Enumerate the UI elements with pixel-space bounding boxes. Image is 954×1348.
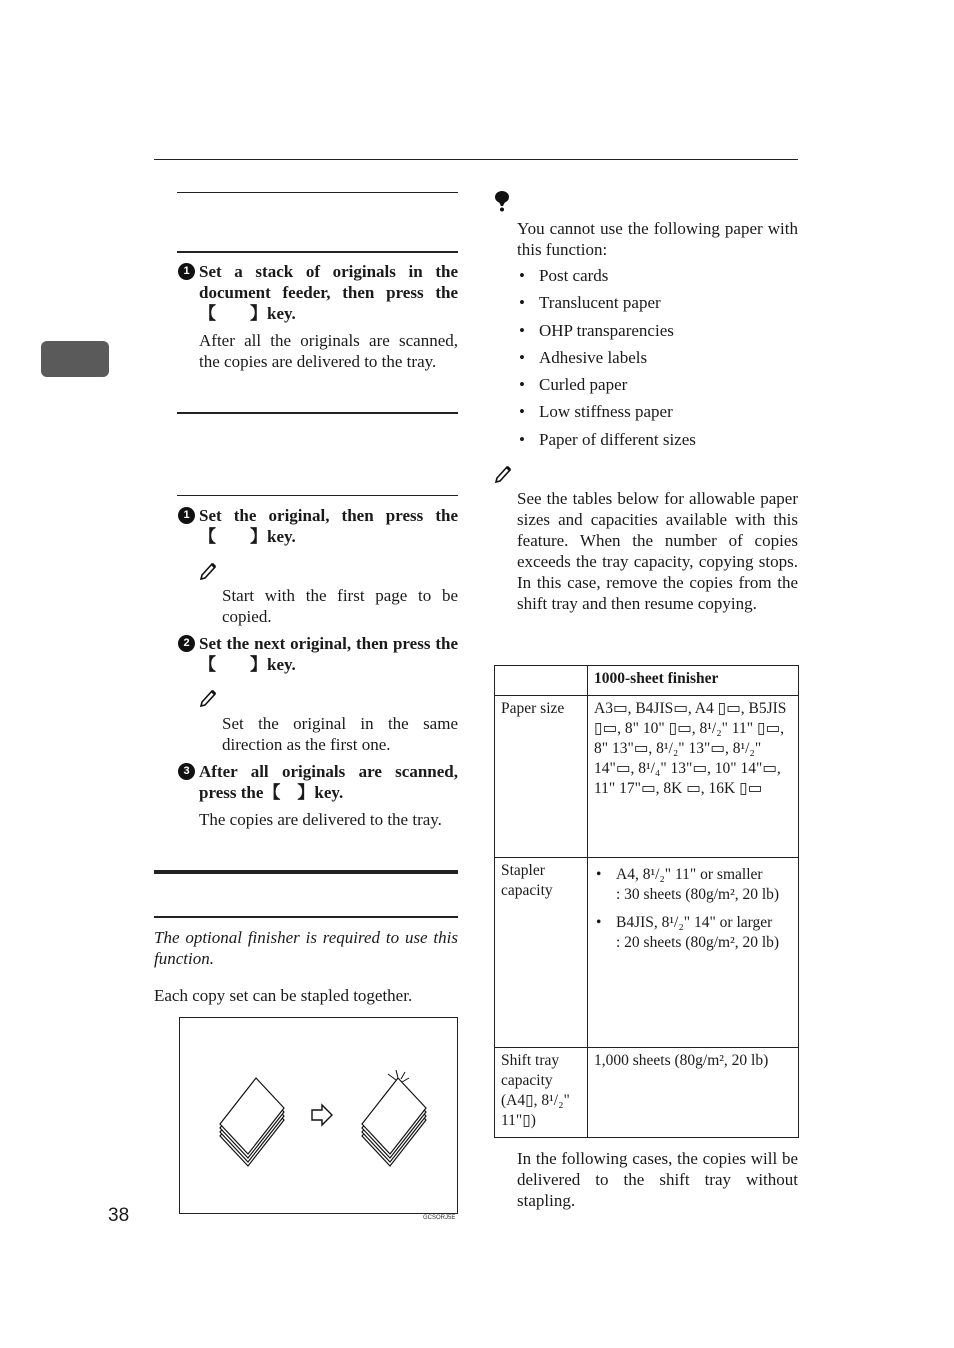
list-item: • Post cards: [517, 265, 696, 292]
important-icon: [493, 190, 511, 212]
table-cell-value: 1,000 sheets (80g/m², 20 lb): [588, 1048, 799, 1138]
step-a1-text: Set a stack of originals in the document feeder, then press the【 】key.: [199, 262, 458, 323]
illustration-code: GCSORJ5E: [423, 1215, 456, 1221]
limitation-intro: You cannot use the following paper with this function:: [517, 219, 798, 259]
section-rule-4: [177, 495, 458, 496]
list-item: • Low stiffness paper: [517, 401, 696, 428]
step-b3: [178, 761, 458, 803]
step-b2-note: Set the original in the same direction as the first one.: [222, 714, 458, 754]
staple-description: Each copy set can be stapled together.: [154, 986, 413, 1005]
section-rule-5: [154, 916, 458, 918]
list-item: • Translucent paper: [517, 292, 696, 319]
table-cell-value: • A4, 8¹/₂" 11" or smaller : 30 sheets (80g/m², 20 lb) • B4JIS, 8¹/₂" 14" or larger : 20 sheets (80g/m², 20 lb): [588, 858, 799, 1048]
step-number-3: 3: [178, 763, 195, 780]
step-number-1: 1: [178, 507, 195, 524]
step-b2: [178, 633, 458, 675]
table-header: 1000-sheet finisher: [588, 666, 799, 696]
chapter-tab-marker: [41, 341, 109, 377]
italic-note: The optional finisher is required to use this function.: [154, 928, 458, 968]
page-number: 38: [108, 1205, 130, 1226]
step-b3-text: After all originals are scanned, press the【 】key.: [199, 762, 458, 802]
closing-text: In the following cases, the copies will be delivered to the shift tray without stapling.: [517, 1149, 798, 1210]
step-b3-detail: The copies are delivered to the tray.: [199, 810, 442, 829]
table-header-empty: [495, 666, 588, 696]
step-b1: [178, 505, 458, 547]
step-number-1: 1: [178, 263, 195, 280]
step-b1-note: Start with the first page to be copied.: [222, 586, 458, 626]
step-a1: [178, 261, 458, 324]
header-rule: [154, 159, 798, 160]
note-text: See the tables below for allowable paper sizes and capacities available with this feature. When the number of copies exceeds the tray capacity, copying stops. In this case, remove the copies from the shift tray and then resume copying.: [517, 489, 798, 613]
section-rule-1: [177, 192, 458, 193]
table-row: [495, 696, 799, 858]
staple-illustration: [179, 1017, 458, 1214]
list-item: • Paper of different sizes: [517, 429, 696, 456]
stapler-size-1: A4, 8¹/₂" 11" or smaller: [616, 866, 763, 883]
stapler-capacity-2: : 20 sheets (80g/m², 20 lb): [616, 934, 780, 951]
section-rule-3: [177, 412, 458, 414]
step-b1-text: Set the original, then press the【 】key.: [199, 506, 458, 546]
finisher-spec-table: [494, 665, 799, 1138]
list-item: • Adhesive labels: [517, 347, 696, 374]
table-cell-label: Shift tray capacity (A4▯, 8¹/₂" 11"▯): [495, 1048, 588, 1138]
table-row: [495, 858, 799, 1048]
table-row: [495, 666, 799, 696]
pencil-note-icon: [199, 687, 219, 707]
paper-stack-illustration: [180, 1018, 457, 1213]
pencil-note-icon: [494, 463, 514, 483]
table-row: [495, 1048, 799, 1138]
stapler-capacity-1: : 30 sheets (80g/m², 20 lb): [616, 886, 780, 903]
limitation-list: [517, 265, 696, 456]
section-rule-2: [177, 251, 458, 253]
step-number-2: 2: [178, 635, 195, 652]
list-item: • Curled paper: [517, 374, 696, 401]
pencil-note-icon: [199, 560, 219, 580]
table-cell-label: Stapler capacity: [495, 858, 588, 1048]
section-heavy-rule: [154, 870, 458, 874]
stapler-size-2: B4JIS, 8¹/₂" 14" or larger: [616, 914, 773, 931]
table-cell-value: A3▭, B4JIS▭, A4 ▯▭, B5JIS ▯▭, 8" 10" ▯▭, 8¹/₂" 11" ▯▭, 8" 13"▭, 8¹/₂" 13"▭, 8¹/₂" 14"▭, 8¹/₄" 13"▭, 10" 14"▭, 11" 17"▭, 8K ▭, 16K ▯▭: [588, 696, 799, 858]
step-a1-detail: After all the originals are scanned, the copies are delivered to the tray.: [199, 331, 458, 371]
step-b2-text: Set the next original, then press the【 】key.: [199, 634, 458, 674]
list-item: • OHP transparencies: [517, 320, 696, 347]
table-cell-label: Paper size: [495, 696, 588, 858]
